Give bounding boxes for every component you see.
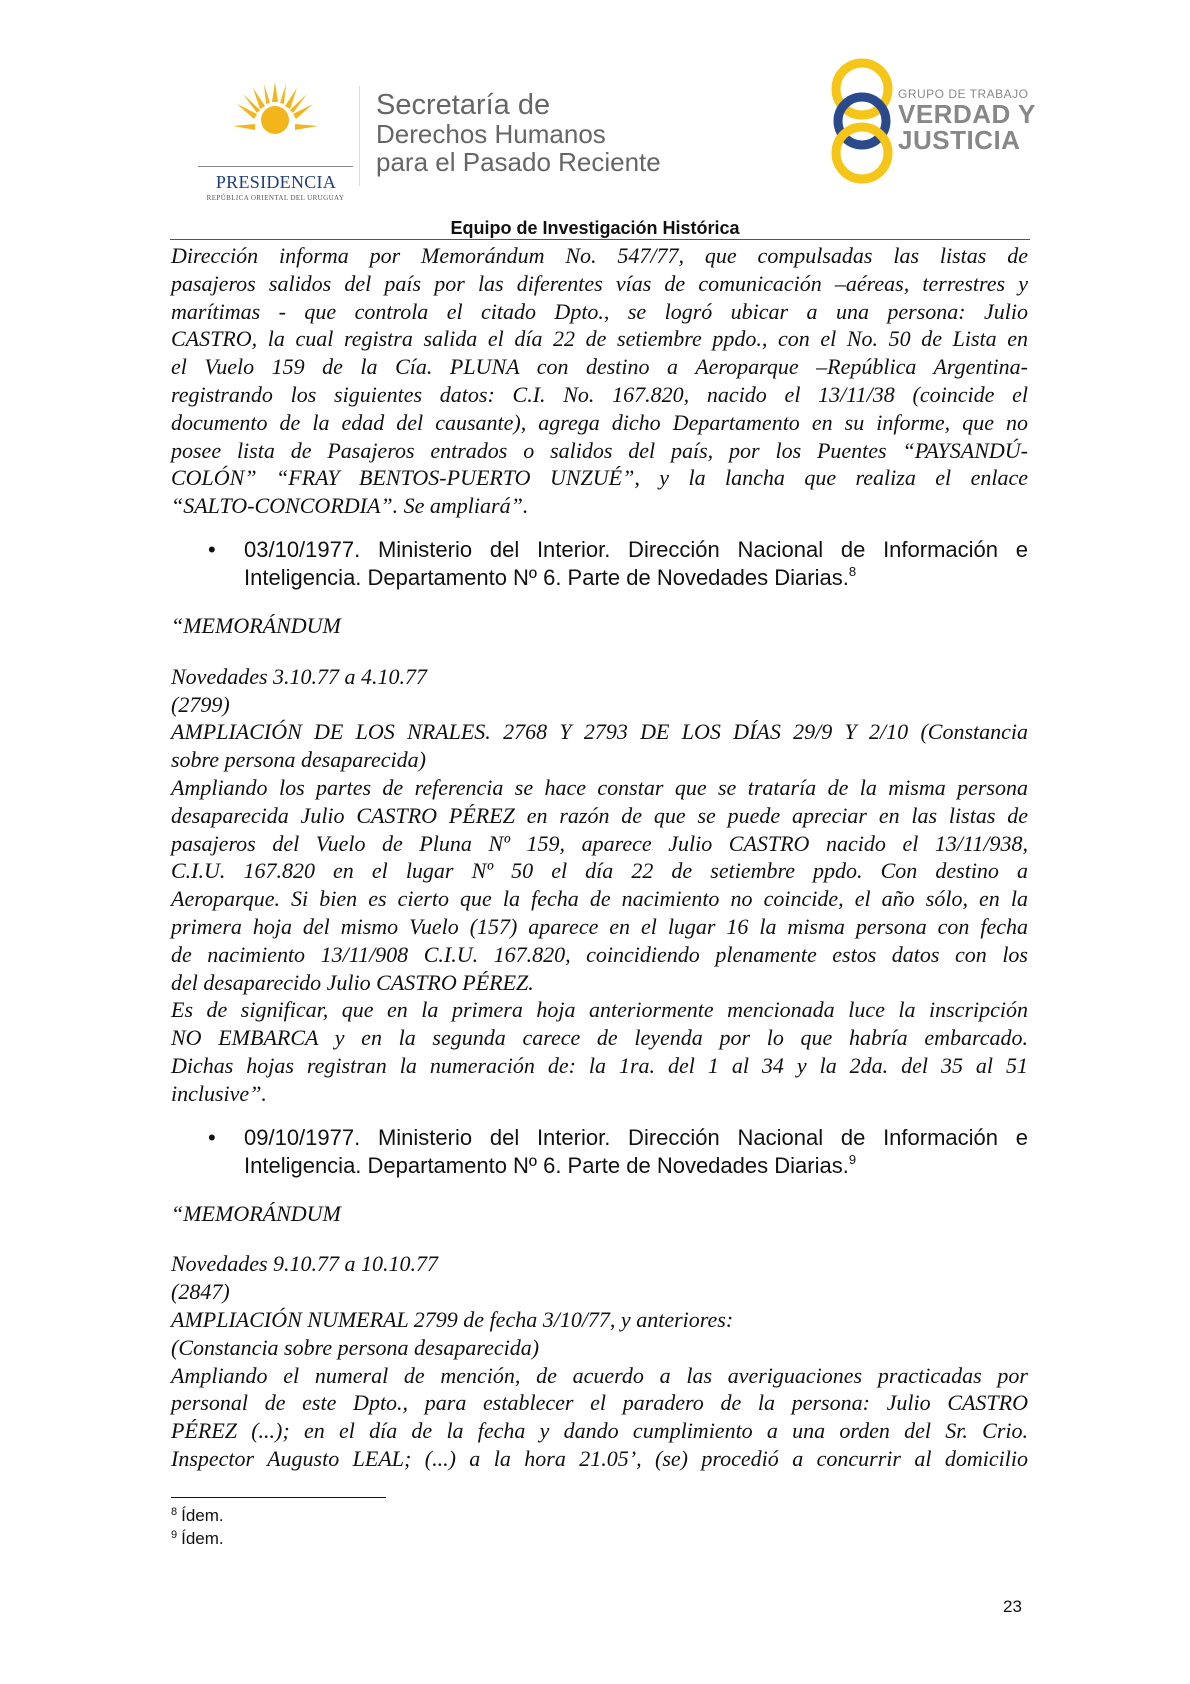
- text-line: Dirección informa por Memorándum No. 547/77, que compulsadas las listas de: [171, 243, 1028, 268]
- footnotes: [171, 1504, 224, 1550]
- text-line: pasajeros salidos del país por las diferentes vías de comunicación –aéreas, terrestres y: [171, 270, 1028, 296]
- presidencia-divider: [198, 166, 353, 167]
- presidencia-logo: [198, 80, 353, 202]
- text-line: C.I.U. 167.820 en el lugar Nº 50 el día 22 de setiembre ppdo. Con destino a: [171, 858, 1028, 884]
- memo-2-header: [171, 1250, 1028, 1361]
- text-line: posee lista de Pasajeros entrados o salidos del país, por los Puentes “PAYSANDÚ-: [171, 437, 1028, 463]
- team-title: Equipo de Investigación Histórica: [450, 218, 740, 238]
- secretaria-logo-text: [376, 90, 661, 176]
- text-line: COLÓN” “FRAY BENTOS-PUERTO UNZUÉ”, y la lancha que realiza el enlace: [171, 465, 1028, 491]
- text-line: Ampliando el numeral de mención, de acuerdo a las averiguaciones practicadas por: [171, 1362, 1028, 1388]
- memo-1-heading: “MEMORÁNDUM: [171, 612, 341, 638]
- secretaria-line-3: para el Pasado Reciente: [376, 147, 661, 177]
- text-line: NO EMBARCA y en la segunda carece de leyenda por lo que habría embarcado.: [171, 1025, 1028, 1051]
- memo-line: Novedades 9.10.77 a 10.10.77: [171, 1251, 439, 1277]
- bullet-line: 03/10/1977. Ministerio del Interior. Dirección Nacional de Información e: [244, 536, 1028, 562]
- sun-emblem-icon: [233, 80, 318, 150]
- memo-1-header: [171, 663, 1028, 719]
- text-line: marítimas - que controla el citado Dpto., se logró ubicar a una persona: Julio: [171, 298, 1028, 324]
- bullet-item-2: [171, 1124, 1028, 1180]
- memo-1-ampliacion: [171, 718, 1028, 774]
- bullet-text: Inteligencia. Departamento Nº 6. Parte de Novedades Diarias.: [244, 564, 849, 590]
- text-line: pasajeros del Vuelo de Pluna Nº 159, aparece Julio CASTRO nacido el 13/11/938,: [171, 830, 1028, 856]
- secretaria-line-2: Derechos Humanos: [376, 119, 606, 149]
- text-line: Es de significar, que en la primera hoja anteriormente mencionada luce la inscripción: [171, 997, 1028, 1023]
- text-line: CASTRO, la cual registra salida el día 22 de setiembre ppdo., con el No. 50 de Lista en: [171, 326, 1028, 352]
- vj-line-2: JUSTICIA: [898, 125, 1021, 155]
- footnote-ref: 8: [848, 563, 857, 579]
- text-line: PÉREZ (...); en el día de la fecha y dando cumplimiento a una orden del Sr. Crio.: [171, 1418, 1028, 1444]
- footnote-ref: 9: [848, 1151, 857, 1167]
- vj-group-label: GRUPO DE TRABAJO: [898, 87, 1029, 101]
- bullet-text: Inteligencia. Departamento Nº 6. Parte de Novedades Diarias.: [244, 1152, 849, 1178]
- memo-2-body: [171, 1362, 1028, 1473]
- text-line: personal de este Dpto., para establecer el paradero de la persona: Julio CASTRO: [171, 1390, 1028, 1416]
- text-line: el Vuelo 159 de la Cía. PLUNA con destino a Aeroparque –República Argentina-: [171, 354, 1028, 380]
- document-body: [171, 242, 1028, 1473]
- text-line: del desaparecido Julio CASTRO PÉREZ.: [171, 969, 534, 995]
- text-line: Inspector Augusto LEAL; (...) a la hora 21.05’, (se) procedió a concurrir al domicilio: [171, 1445, 1028, 1471]
- footnote-separator: [171, 1497, 386, 1498]
- text-line: Aeroparque. Si bien es cierto que la fecha de nacimiento no coincide, el año sólo, en la: [171, 886, 1028, 912]
- text-line: desaparecida Julio CASTRO PÉREZ en razón de que se puede apreciar en las listas de: [171, 802, 1028, 828]
- footnote-text: Ídem.: [181, 1506, 224, 1525]
- memo-line: AMPLIACIÓN NUMERAL 2799 de fecha 3/10/77, y anteriores:: [171, 1306, 734, 1332]
- presidencia-subtitle: REPÚBLICA ORIENTAL DEL URUGUAY: [206, 194, 345, 202]
- bullet-line: [244, 564, 1028, 592]
- bullet-line: [244, 1152, 1028, 1180]
- footnote-number: 9: [171, 1529, 178, 1541]
- memo-2-heading: “MEMORÁNDUM: [171, 1200, 341, 1226]
- memo-line: Novedades 3.10.77 a 4.10.77: [171, 663, 428, 689]
- memo-1-body-2: [171, 996, 1028, 1107]
- page-header: [0, 52, 1190, 202]
- logo-divider: [359, 86, 360, 186]
- memo-line: (Constancia sobre persona desaparecida): [171, 1334, 540, 1360]
- text-line: Ampliando los partes de referencia se hace constar que se trataría de la misma persona: [171, 774, 1028, 800]
- text-line: Dichas hojas registran la numeración de: la 1ra. del 1 al 34 y la 2da. del 35 al 51: [171, 1052, 1028, 1078]
- text-line: de nacimiento 13/11/908 C.I.U. 167.820, coincidiendo plenamente estos datos con los: [171, 941, 1028, 967]
- bullet-line: 09/10/1977. Ministerio del Interior. Dirección Nacional de Información e: [244, 1124, 1028, 1150]
- memo-line: (2847): [171, 1279, 230, 1305]
- header-rule: [170, 239, 1030, 240]
- verdad-justicia-text: [898, 87, 1036, 153]
- footnote-item: [171, 1504, 224, 1527]
- secretaria-line-1: Secretaría de: [376, 89, 551, 121]
- bullet-item-1: [171, 536, 1028, 592]
- text-line: documento de la edad del causante), agrega dicho Departamento en su informe, que no: [171, 409, 1028, 435]
- paragraph-1: [171, 242, 1028, 520]
- vj-line-1: VERDAD Y: [898, 99, 1036, 129]
- page-number: 23: [1003, 1597, 1022, 1616]
- text-line: AMPLIACIÓN DE LOS NRALES. 2768 Y 2793 DE LOS DÍAS 29/9 Y 2/10 (Constancia: [171, 719, 1028, 745]
- footnote-number: 8: [171, 1506, 178, 1518]
- text-line: sobre persona desaparecida): [171, 747, 426, 773]
- footnote-item: [171, 1527, 224, 1550]
- text-line: primera hoja del mismo Vuelo (157) aparece en el lugar 16 la misma persona con fecha: [171, 913, 1028, 939]
- bullet-dot-icon: •: [208, 1124, 216, 1150]
- text-line: inclusive”.: [171, 1080, 267, 1106]
- footnote-text: Ídem.: [181, 1529, 224, 1548]
- memo-line: (2799): [171, 691, 230, 717]
- text-line: “SALTO-CONCORDIA”. Se ampliará”.: [171, 493, 529, 519]
- bullet-dot-icon: •: [208, 536, 216, 562]
- text-line: registrando los siguientes datos: C.I. No. 167.820, nacido el 13/11/38 (coincide el: [171, 381, 1028, 407]
- verdad-justicia-logo-icon: [822, 57, 902, 185]
- memo-1-body: [171, 774, 1028, 996]
- presidencia-name: PRESIDENCIA: [215, 172, 337, 192]
